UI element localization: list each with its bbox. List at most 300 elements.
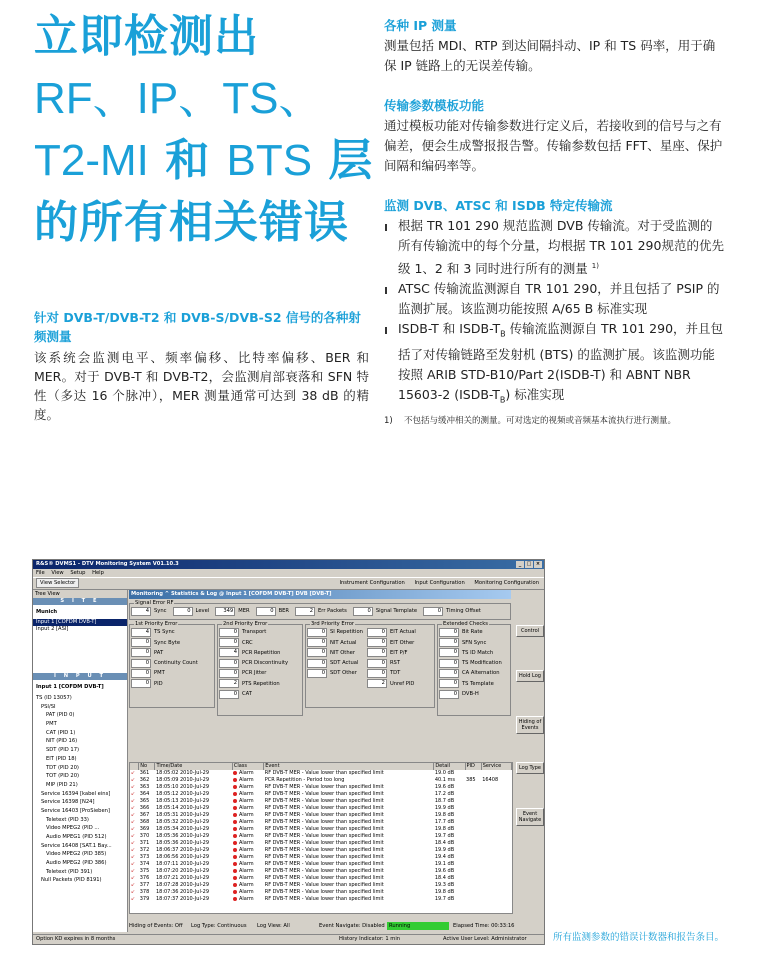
counter-label: CA Alternation: [462, 670, 500, 677]
status-history: History Indicator: 1 min: [339, 936, 401, 942]
alarm-dot-icon: [233, 813, 237, 817]
status-log-view: Log View: All: [257, 923, 290, 929]
log-row[interactable]: [130, 770, 512, 777]
status-option-kd: Option KD expires in 8 months: [36, 936, 116, 942]
site-munich[interactable]: Munich: [36, 609, 58, 615]
counter-label: NIT Other: [330, 649, 355, 656]
log-class: Alarm: [238, 791, 254, 797]
alarm-mark-icon: ↙: [131, 812, 136, 818]
alarm-dot-icon: [233, 897, 237, 901]
log-header-row: [130, 763, 512, 770]
log-class: Alarm: [238, 847, 254, 853]
input-band: I N P U T: [33, 673, 127, 680]
alarm-mark-icon: ↙: [131, 805, 136, 811]
counter-field: [219, 628, 301, 636]
log-type-button[interactable]: Log Type: [516, 762, 544, 774]
priority-3-fields-b: [367, 626, 416, 688]
log-cell: 18.4 dB: [434, 840, 455, 846]
counter-value: 0: [219, 628, 239, 637]
log-row[interactable]: [130, 882, 512, 889]
side-buttons: [514, 590, 544, 932]
tree-item[interactable]: PAT (PID 0): [46, 712, 75, 719]
log-row[interactable]: [130, 840, 512, 847]
rf-field: [173, 607, 210, 615]
log-cell: 18:07:20 2010-Jul-29: [155, 868, 210, 874]
log-class: Alarm: [238, 896, 254, 902]
alarm-mark-icon: ↙: [131, 854, 136, 860]
alarm-dot-icon: [233, 876, 237, 880]
log-class: Alarm: [238, 784, 254, 790]
tree-item[interactable]: Service 16398 [N24]: [41, 799, 95, 806]
log-row[interactable]: [130, 812, 512, 819]
ip-section: [384, 16, 724, 76]
counter-label: CAT: [242, 691, 252, 698]
tree-item[interactable]: Video MPEG2 (PID ...: [46, 825, 100, 832]
log-cell: RF DVB-T MER - Value lower than specified limit: [264, 784, 384, 790]
input-2-item[interactable]: Input 2 [ASI]: [36, 626, 69, 632]
counter-field: [131, 669, 213, 677]
log-cell: 19.1 dB: [434, 861, 455, 867]
log-cell: 18.7 dB: [434, 798, 455, 804]
log-cell: [232, 791, 263, 798]
tree-item[interactable]: SDT (PID 17): [46, 747, 80, 754]
counter-value: 0: [131, 648, 151, 657]
counter-label: EIT P/F: [389, 649, 408, 656]
log-class: Alarm: [238, 840, 254, 846]
rf-value: 0: [173, 607, 193, 616]
log-row[interactable]: [130, 875, 512, 882]
rf-value: 0: [256, 607, 276, 616]
counter-value: 0: [439, 638, 459, 647]
counter-value: 0: [367, 638, 387, 647]
log-cell: [232, 889, 263, 896]
input-1-item[interactable]: Input 1 [COFDM DVB-T]: [33, 619, 127, 626]
log-cell: 378: [139, 889, 150, 895]
log-cell: 19.4 dB: [434, 854, 455, 860]
counter-label: Continuity Count: [154, 660, 198, 667]
counter-value: 0: [307, 638, 327, 647]
status-bar-2: [33, 934, 544, 944]
log-cell: 18:07:36 2010-Jul-29: [155, 889, 210, 895]
hero-line-3c: BTS: [226, 136, 313, 185]
dvms-screenshot: [32, 559, 545, 945]
log-row[interactable]: [130, 868, 512, 875]
tree-item[interactable]: TOT (PID 20): [46, 773, 80, 780]
alarm-dot-icon: [233, 827, 237, 831]
counter-field: [439, 680, 509, 688]
log-cell: 385: [466, 777, 476, 783]
log-mark-header: [130, 763, 139, 770]
tree-item[interactable]: PSI/SI: [41, 703, 56, 710]
alarm-dot-icon: [233, 799, 237, 803]
tree-item[interactable]: MIP (PID 21): [46, 781, 78, 788]
rf-label: Err Packets: [318, 608, 347, 614]
counter-label: TS Template: [462, 680, 494, 687]
counter-field: [131, 628, 213, 636]
log-cell: RF DVB-T MER - Value lower than specified limit: [264, 875, 384, 881]
alarm-mark-icon: ↙: [131, 847, 136, 853]
log-cell: [232, 833, 263, 840]
log-class: Alarm: [238, 819, 254, 825]
toolbar: [33, 577, 544, 590]
log-cell: 374: [139, 861, 150, 867]
counter-field: [439, 649, 509, 657]
log-row[interactable]: [130, 826, 512, 833]
rf-field: [353, 607, 417, 615]
input-config-button[interactable]: Input Configuration: [414, 580, 465, 586]
counter-value: 0: [367, 648, 387, 657]
counter-field: [367, 680, 416, 688]
status-hiding: Hiding of Events: Off: [129, 923, 183, 929]
log-cell: [232, 847, 263, 854]
counter-value: 0: [131, 638, 151, 647]
counter-field: [367, 659, 416, 667]
counter-field: [307, 659, 363, 667]
bullet-atsc: ATSC 传输流监测源自 TR 101 290，并且包括了 PSIP 的监测扩展。该监测功能按照 A/65 B 标准实现: [384, 279, 724, 319]
counter-field: [219, 639, 301, 647]
rf-value: 2: [295, 607, 315, 616]
log-cell: 364: [139, 791, 150, 797]
counter-label: TDT: [389, 670, 401, 677]
tree-view-header: Tree View: [33, 590, 127, 598]
rf-value: 349: [215, 607, 235, 616]
log-cell: [232, 784, 263, 791]
counter-field: [131, 680, 213, 688]
log-cell: 368: [139, 819, 150, 825]
log-cell: [465, 805, 481, 812]
rf-body: 该系统会监测电平、频率偏移、比特率偏移、BER 和 MER。对于 DVB-T 和 DVB-T2，会监测肩部衰落和 SFN 特性（多达 16 个脉冲），MER 测量通常可达到 38 dB 的精度。: [34, 350, 369, 422]
alarm-mark-icon: ↙: [131, 819, 136, 825]
counter-field: [131, 659, 213, 667]
rf-heading: 针对 DVB-T/DVB-T2 和 DVB-S/DVB-S2 信号的各种射频测量: [34, 310, 361, 344]
log-row[interactable]: [130, 798, 512, 805]
counter-value: 0: [439, 628, 459, 637]
bullet-isdb: [384, 319, 724, 410]
menu-setup[interactable]: Setup: [70, 570, 86, 576]
log-row[interactable]: [130, 791, 512, 798]
tree-item[interactable]: Teletext (PID 391): [46, 868, 93, 875]
event-navigate-button[interactable]: Event Navigate: [516, 808, 544, 826]
log-row[interactable]: [130, 805, 512, 812]
toolbar-right: [331, 578, 539, 589]
log-cell: 19.7 dB: [434, 833, 455, 839]
menu-help[interactable]: Help: [92, 570, 104, 576]
log-class: Alarm: [238, 798, 254, 804]
alarm-dot-icon: [233, 792, 237, 796]
tree-item[interactable]: Service 16394 [kabel eins]: [41, 790, 111, 797]
tree-item[interactable]: Service 16408 [SAT.1 Bay...: [41, 842, 112, 849]
counter-value: 0: [131, 659, 151, 668]
counter-value: 0: [219, 659, 239, 668]
log-column-header[interactable]: PID: [465, 763, 481, 770]
counter-field: [367, 628, 416, 636]
alarm-dot-icon: [233, 841, 237, 845]
alarm-mark-icon: ↙: [131, 784, 136, 790]
hiding-events-button[interactable]: Hiding of Events: [516, 716, 544, 734]
counter-value: 0: [367, 628, 387, 637]
counter-value: 2: [219, 679, 239, 688]
log-cell: 19.9 dB: [434, 847, 455, 853]
footnote: [384, 414, 676, 426]
log-class: Alarm: [238, 861, 254, 867]
counter-field: [439, 659, 509, 667]
counter-label: SFN Sync: [462, 639, 487, 646]
alarm-dot-icon: [233, 806, 237, 810]
log-column-header[interactable]: Service: [481, 763, 511, 770]
menu-view[interactable]: View: [51, 570, 64, 576]
counter-label: CRC: [242, 639, 253, 646]
log-row[interactable]: [130, 777, 512, 784]
alarm-dot-icon: [233, 820, 237, 824]
log-cell: [481, 861, 511, 868]
log-cell: 18:05:02 2010-Jul-29: [155, 770, 210, 776]
alarm-mark-icon: ↙: [131, 798, 136, 804]
tree-item[interactable]: EIT (PID 18): [46, 755, 77, 762]
log-cell: [465, 812, 481, 819]
counter-label: TS ID Match: [462, 649, 494, 656]
template-heading: 传输参数模板功能: [384, 98, 485, 113]
rf-field: [423, 607, 481, 615]
instrument-config-button[interactable]: Instrument Configuration: [339, 580, 405, 586]
log-cell: [465, 896, 481, 903]
log-cell: 370: [139, 833, 150, 839]
log-cell: 17.2 dB: [434, 791, 455, 797]
log-row[interactable]: [130, 896, 512, 903]
footnote-text: 不包括与缓冲相关的测量。可对选定的视频或音频基本流执行进行测量。: [404, 416, 677, 426]
signal-error-rf-group: [129, 600, 511, 620]
close-icon[interactable]: ×: [535, 561, 541, 567]
hold-log-button[interactable]: Hold Log: [516, 670, 544, 682]
hero-line-3a: T2-MI: [34, 136, 149, 185]
template-section: [384, 96, 724, 176]
tree-item[interactable]: CAT (PID 1): [46, 729, 76, 736]
tree-item[interactable]: TS (ID 13057): [36, 695, 72, 701]
log-cell: 366: [139, 805, 150, 811]
log-cell: 18:06:56 2010-Jul-29: [155, 854, 210, 860]
view-selector[interactable]: View Selector: [36, 578, 79, 588]
counter-field: [219, 659, 301, 667]
log-row[interactable]: [130, 847, 512, 854]
log-cell: [481, 896, 511, 903]
app-titlebar: [33, 560, 544, 569]
tree-panel: [33, 590, 128, 932]
log-cell: [232, 875, 263, 882]
log-class: Alarm: [238, 833, 254, 839]
log-cell: [465, 833, 481, 840]
monitoring-config-button[interactable]: Monitoring Configuration: [474, 580, 539, 586]
ip-heading: 各种 IP 测量: [384, 18, 457, 33]
counter-label: SI Repetition: [330, 629, 363, 636]
bullet-isdb-a: ISDB-T 和 ISDB-T: [398, 321, 501, 337]
log-cell: [481, 875, 511, 882]
counter-value: 0: [439, 659, 459, 668]
log-cell: 361: [139, 770, 150, 776]
log-row[interactable]: [130, 861, 512, 868]
log-cell: [465, 784, 481, 791]
log-cell: [232, 777, 263, 784]
log-column-header[interactable]: Event: [264, 763, 434, 770]
log-cell: 19.9 dB: [434, 805, 455, 811]
counter-label: TS Modification: [462, 660, 502, 667]
log-cell: 18:07:28 2010-Jul-29: [155, 882, 210, 888]
log-cell: [232, 861, 263, 868]
priority-1-fields: [131, 628, 213, 687]
log-cell: [232, 854, 263, 861]
counter-label: RST: [389, 660, 401, 667]
control-button[interactable]: Control: [516, 625, 544, 637]
tree-item[interactable]: NIT (PID 16): [46, 738, 78, 745]
bullet-dvb-text: 根据 TR 101 290 规范监测 DVB 传输流。对于受监测的所有传输流中的每个分量，均根据 TR 101 290规范的优先级 1、2 和 3 同时进行所有的测量: [398, 218, 724, 277]
log-cell: [232, 868, 263, 875]
log-cell: [465, 882, 481, 889]
log-cell: [465, 875, 481, 882]
log-cell: [465, 840, 481, 847]
log-cell: 18:05:12 2010-Jul-29: [155, 791, 210, 797]
log-row[interactable]: [130, 833, 512, 840]
bullet-isdb-c: ) 标准实现: [505, 386, 565, 402]
counter-label: EIT Actual: [389, 629, 416, 636]
log-cell: RF DVB-T MER - Value lower than specified limit: [264, 889, 384, 895]
monitoring-header: Monitoring ^ Statistics & Log @ Input 1 [COFDM DVB-T] DVB [DVB-T]: [129, 590, 511, 599]
hero-line-3d: 层: [312, 135, 374, 186]
tree-item[interactable]: Audio MPEG1 (PID 512): [46, 834, 107, 840]
tree-item[interactable]: PMT: [46, 721, 57, 728]
priority-1-title: 1st Priority Error: [135, 621, 178, 627]
log-cell: 379: [139, 896, 150, 902]
menu-file[interactable]: File: [36, 570, 45, 576]
log-cell: [465, 798, 481, 805]
log-cell: 376: [139, 875, 150, 881]
log-column-header[interactable]: Class: [232, 763, 263, 770]
log-cell: 18.4 dB: [434, 875, 455, 881]
log-column-header[interactable]: Time/Date: [155, 763, 232, 770]
log-cell: 18:07:37 2010-Jul-29: [155, 896, 210, 902]
alarm-dot-icon: [233, 771, 237, 775]
log-cell: [465, 861, 481, 868]
counter-label: TS Sync: [154, 629, 175, 636]
log-cell: 19.7 dB: [434, 896, 455, 902]
log-cell: [481, 819, 511, 826]
input-title: Input 1 [COFDM DVB-T]: [36, 684, 104, 690]
counter-value: 0: [219, 669, 239, 678]
counter-label: PCR Repetition: [242, 649, 281, 656]
log-class: Alarm: [238, 805, 254, 811]
bullet-dvb-footnote-ref: 1): [591, 262, 599, 270]
counter-label: PMT: [154, 670, 165, 677]
counter-value: 4: [219, 648, 239, 657]
template-body: 通过模板功能对传输参数进行定义后，若接收到的信号与之有偏差，便会生成警报报告警。传输参数包括 FFT、星座、保护间隔和编码率等。: [384, 118, 723, 173]
hero-title: [34, 6, 374, 254]
alarm-dot-icon: [233, 862, 237, 866]
alarm-dot-icon: [233, 890, 237, 894]
counter-field: [219, 680, 301, 688]
monitor-section: [384, 196, 724, 410]
footnote-number: 1): [384, 416, 393, 426]
log-cell: [465, 770, 481, 777]
log-cell: 375: [139, 868, 150, 874]
tree-item[interactable]: Video MPEG2 (PID 385): [46, 851, 107, 858]
log-cell: [481, 770, 511, 777]
alarm-mark-icon: ↙: [131, 840, 136, 846]
log-cell: [481, 840, 511, 847]
log-cell: 18:05:36 2010-Jul-29: [155, 840, 210, 846]
bullet-isdb-b: 传输流监测源自 TR 101 290，并且包括了对传输链路至发射机 (BTS) 的监测扩展。该监测功能按照 ARIB STD-B10/Part 2(ISDB-T) 和 ABNT NBR 15603-2 (ISDB-T: [398, 321, 724, 402]
event-log-table[interactable]: [129, 762, 513, 914]
counter-field: [307, 639, 363, 647]
log-class: Alarm: [238, 770, 254, 776]
counter-field: [367, 649, 416, 657]
tree-item[interactable]: TDT (PID 20): [46, 764, 79, 771]
counter-label: NIT Actual: [330, 639, 357, 646]
log-row[interactable]: [130, 854, 512, 861]
log-cell: 18:05:10 2010-Jul-29: [155, 784, 210, 790]
tree-item[interactable]: Teletext (PID 33): [46, 816, 89, 823]
log-cell: [481, 847, 511, 854]
rf-label: Sync: [154, 608, 167, 614]
extended-checks-fields: [439, 628, 509, 698]
alarm-dot-icon: [233, 785, 237, 789]
alarm-mark-icon: ↙: [131, 861, 136, 867]
rf-field: [215, 607, 249, 615]
maximize-icon[interactable]: □: [526, 561, 532, 567]
log-cell: [465, 819, 481, 826]
log-cell: 18:07:11 2010-Jul-29: [155, 861, 210, 867]
log-cell: [481, 812, 511, 819]
log-cell: [232, 840, 263, 847]
log-cell: [232, 826, 263, 833]
log-column-header[interactable]: Detail: [434, 763, 465, 770]
counter-value: 4: [131, 628, 151, 637]
rf-fields: [131, 605, 509, 615]
counter-label: Transport: [242, 629, 267, 636]
counter-field: [307, 669, 363, 677]
log-cell: RF DVB-T MER - Value lower than specified limit: [264, 812, 384, 818]
figure-caption: 所有监测参数的错误计数器和报告条目。: [553, 932, 725, 943]
log-cell: 18:05:31 2010-Jul-29: [155, 812, 210, 818]
site-band: S I T E: [33, 598, 127, 605]
bullet-isdb-sub1: B: [500, 329, 506, 339]
priority-2-fields: [219, 628, 301, 698]
alarm-mark-icon: ↙: [131, 833, 136, 839]
tree-item[interactable]: Audio MPEG2 (PID 386): [46, 860, 107, 867]
log-cell: 369: [139, 826, 150, 832]
alarm-mark-icon: ↙: [131, 826, 136, 832]
log-class: Alarm: [238, 882, 254, 888]
log-row[interactable]: [130, 819, 512, 826]
minimize-icon[interactable]: _: [516, 561, 524, 568]
counter-field: [439, 639, 509, 647]
counter-label: DVB-H: [462, 691, 479, 698]
log-column-header[interactable]: No: [139, 763, 155, 770]
log-cell: RF DVB-T MER - Value lower than specified limit: [264, 854, 384, 860]
priority-2-group: [217, 621, 303, 716]
log-cell: 18:05:32 2010-Jul-29: [155, 819, 210, 825]
log-class: Alarm: [238, 868, 254, 874]
log-row[interactable]: [130, 889, 512, 896]
log-cell: [232, 896, 263, 903]
log-cell: RF DVB-T MER - Value lower than specified limit: [264, 833, 384, 839]
tree-item[interactable]: Null Packets (PID 8191): [41, 877, 102, 884]
log-cell: [232, 770, 263, 777]
log-row[interactable]: [130, 784, 512, 791]
rf-label: Level: [195, 608, 210, 614]
app-title: R&S® DVMS1 - DTV Monitoring System V01.10.3: [36, 561, 179, 567]
counter-field: [307, 649, 363, 657]
tree-item[interactable]: Service 16403 [ProSieben]: [41, 807, 110, 814]
rf-label: BER: [278, 608, 290, 614]
hero-line-1: 立即检测出: [34, 11, 259, 62]
ip-body: 测量包括 MDI、RTP 到达间隔抖动、IP 和 TS 码率，用于确保 IP 链路上的无误差传输。: [384, 38, 716, 73]
